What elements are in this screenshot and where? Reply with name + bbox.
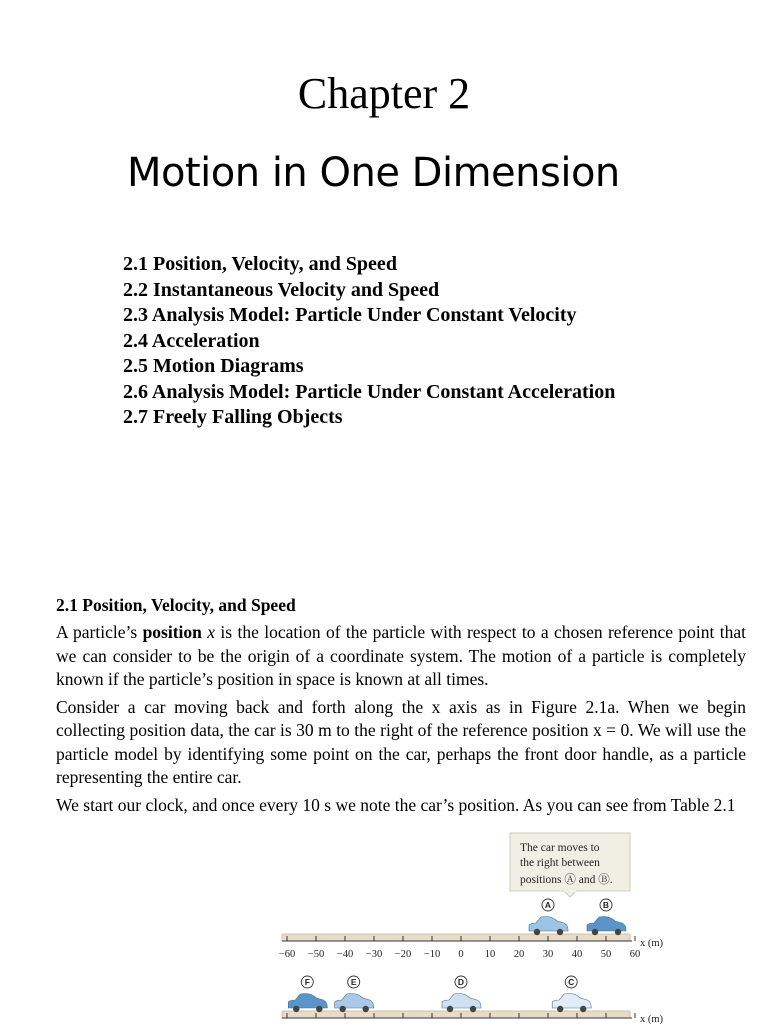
position-marker <box>565 976 577 988</box>
tick-label: −30 <box>365 949 383 960</box>
car-icon <box>552 994 591 1013</box>
axis-label: x (m) <box>640 938 664 949</box>
car-icon <box>529 917 568 936</box>
svg-text:E: E <box>350 977 357 987</box>
position-axis-bottom <box>282 976 664 1024</box>
tick-label: −40 <box>336 949 354 960</box>
svg-text:A: A <box>544 900 552 910</box>
chapter-subtitle: Motion in One Dimension <box>127 150 620 196</box>
toc-item: 2.3 Analysis Model: Particle Under Constant Velocity <box>123 304 577 326</box>
position-marker <box>455 976 467 988</box>
svg-text:C: C <box>568 977 575 987</box>
tick-label: 20 <box>513 949 525 960</box>
tick-label: 10 <box>484 949 496 960</box>
tick-label: 50 <box>600 949 612 960</box>
position-marker <box>301 976 313 988</box>
toc-item: 2.1 Position, Velocity, and Speed <box>123 253 397 275</box>
term-position: position <box>142 622 202 642</box>
toc-item: 2.7 Freely Falling Objects <box>123 406 343 428</box>
tick-label: 30 <box>542 949 554 960</box>
svg-text:D: D <box>457 977 465 987</box>
tick-label: 40 <box>571 949 583 960</box>
paragraph <box>56 621 746 692</box>
paragraph-intro: A particle’s <box>56 622 143 642</box>
tick-label: 0 <box>458 949 464 960</box>
callout-line: positions Ⓐ and Ⓑ. <box>520 874 613 886</box>
car-icon <box>442 994 481 1013</box>
car-motion-figure <box>270 830 690 1024</box>
section-body <box>56 594 746 821</box>
chapter-title: Chapter 2 <box>297 69 471 118</box>
toc-item: 2.6 Analysis Model: Particle Under Constant Acceleration <box>123 380 616 403</box>
figure-2-1 <box>270 830 690 1024</box>
car-icon <box>288 994 327 1013</box>
tick-label: 60 <box>629 949 641 960</box>
toc-item: 2.4 Acceleration <box>123 329 260 352</box>
variable-x: x <box>207 622 216 642</box>
tick-label: −20 <box>394 949 412 960</box>
toc-item: 2.5 Motion Diagrams <box>123 355 304 377</box>
paragraph: We start our clock, and once every 10 s we note the car’s position. As you can see from Table 2.1 <box>56 794 736 815</box>
callout-line: the right between <box>520 857 600 869</box>
section-heading: 2.1 Position, Velocity, and Speed <box>56 595 296 615</box>
svg-text:F: F <box>304 977 310 987</box>
position-marker <box>600 899 612 911</box>
svg-text:B: B <box>602 900 610 910</box>
car-icon <box>587 917 626 936</box>
position-marker <box>348 976 360 988</box>
callout <box>510 833 630 897</box>
position-axis-top <box>279 899 664 960</box>
position-marker <box>542 899 554 911</box>
paragraph-rest: is the location of the particle with respect to a chosen reference point that we can consider to be the origin of a coordinate system. The motion of a particle is completely known if the particle’s position in space is known at all times. <box>56 622 747 689</box>
tick-label: −10 <box>423 949 441 960</box>
toc-item: 2.2 Instantaneous Velocity and Speed <box>123 278 440 301</box>
table-of-contents <box>123 252 615 431</box>
tick-label: −60 <box>278 949 296 960</box>
tick-label: −50 <box>307 949 325 960</box>
axis-label: x (m) <box>640 1014 664 1024</box>
callout-line: The car moves to <box>520 842 600 854</box>
paragraph: Consider a car moving back and forth along the x axis as in Figure 2.1a. When we begin collecting position data, the car is 30 m to the right of the reference position x = 0. We will use the particle model by identifying some point on the car, perhaps the front door handle, as a particle representing the entire car. <box>56 696 746 787</box>
car-icon <box>335 994 374 1013</box>
